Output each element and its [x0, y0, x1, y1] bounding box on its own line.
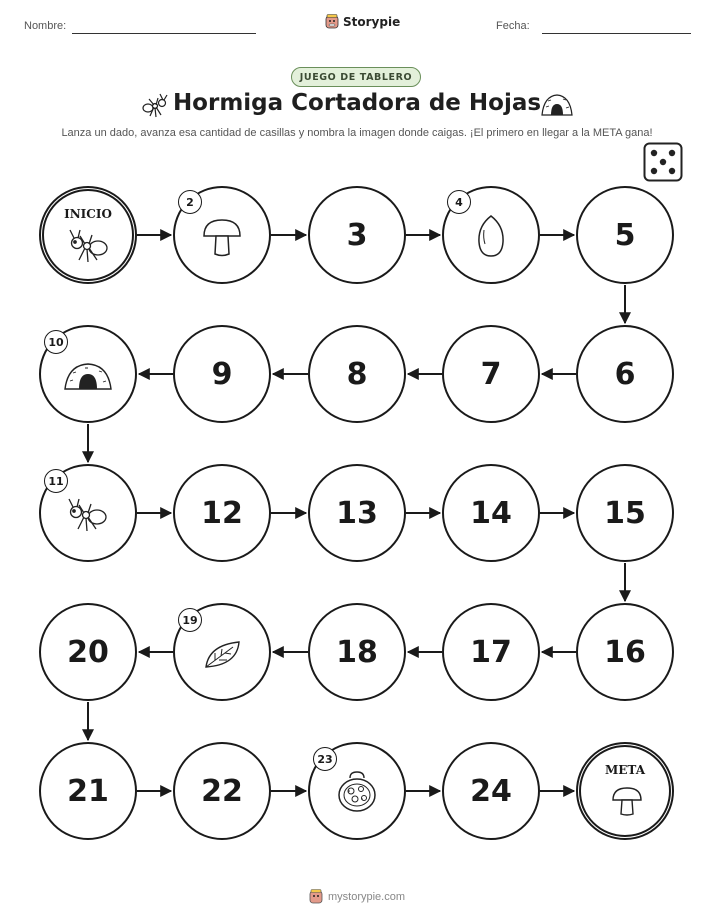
- mushroom-icon: [201, 216, 243, 258]
- board-cell-3: [308, 186, 406, 284]
- cell-number-badge: 19: [178, 608, 202, 632]
- leaf-icon: [203, 639, 243, 671]
- fungus-garden-icon: [336, 770, 378, 814]
- finish-label: META: [604, 763, 645, 777]
- cell-number: 17: [470, 634, 512, 670]
- footer: [0, 889, 714, 904]
- storypie-mascot-icon: [309, 889, 323, 904]
- date-label: Fecha:: [496, 20, 530, 32]
- cell-number: 12: [201, 495, 243, 531]
- board-cell-9: [173, 325, 271, 423]
- board-cell-7: [442, 325, 540, 423]
- cell-number-badge: 4: [447, 190, 471, 214]
- board-cell-22: [173, 742, 271, 840]
- ant-icon: [63, 496, 113, 536]
- cave-icon: [63, 361, 113, 391]
- ant-icon: [64, 227, 114, 267]
- start-label: INICIO: [64, 207, 112, 221]
- board-cell-8: [308, 325, 406, 423]
- brand-name: Storypie: [343, 14, 401, 29]
- board-cell-18: [308, 603, 406, 701]
- board-cell-6: [576, 325, 674, 423]
- page-title: Hormiga Cortadora de Hojas: [172, 90, 542, 116]
- game-type-badge: JUEGO DE TABLERO: [291, 67, 421, 87]
- footer-site: mystorypie.com: [327, 890, 406, 903]
- board-cell-13: [308, 464, 406, 562]
- cell-number: 15: [604, 495, 646, 531]
- cell-number: 8: [346, 356, 368, 392]
- cell-number: 21: [67, 773, 109, 809]
- cell-number: 9: [211, 356, 233, 392]
- cell-number-badge: 23: [313, 747, 337, 771]
- cell-number-badge: 10: [44, 330, 68, 354]
- board-cell-finish: [576, 742, 674, 840]
- cell-number: 16: [604, 634, 646, 670]
- cell-number-badge: 2: [178, 190, 202, 214]
- mushroom-icon: [611, 785, 643, 817]
- cell-number: 20: [67, 634, 109, 670]
- board-cell-16: [576, 603, 674, 701]
- cell-number-badge: 11: [44, 469, 68, 493]
- board-cell-start: [39, 186, 137, 284]
- cell-number: 14: [470, 495, 512, 531]
- board-cell-15: [576, 464, 674, 562]
- board-cell-17: [442, 603, 540, 701]
- cell-number: 6: [614, 356, 636, 392]
- board-cell-12: [173, 464, 271, 562]
- cell-number: 5: [614, 217, 636, 253]
- cell-number: 3: [346, 217, 368, 253]
- board-cell-21: [39, 742, 137, 840]
- cell-number: 24: [470, 773, 512, 809]
- name-label: Nombre:: [24, 20, 67, 32]
- board-cell-24: [442, 742, 540, 840]
- cell-number: 13: [336, 495, 378, 531]
- egg-icon: [476, 214, 506, 258]
- board-cell-5: [576, 186, 674, 284]
- instructions: Lanza un dado, avanza esa cantidad de casillas y nombra la imagen donde caigas. ¡El primero en llegar a la META gana!: [61, 127, 653, 139]
- board-cell-14: [442, 464, 540, 562]
- cell-number: 7: [480, 356, 502, 392]
- cell-number: 18: [336, 634, 378, 670]
- cell-number: 22: [201, 773, 243, 809]
- board-cell-20: [39, 603, 137, 701]
